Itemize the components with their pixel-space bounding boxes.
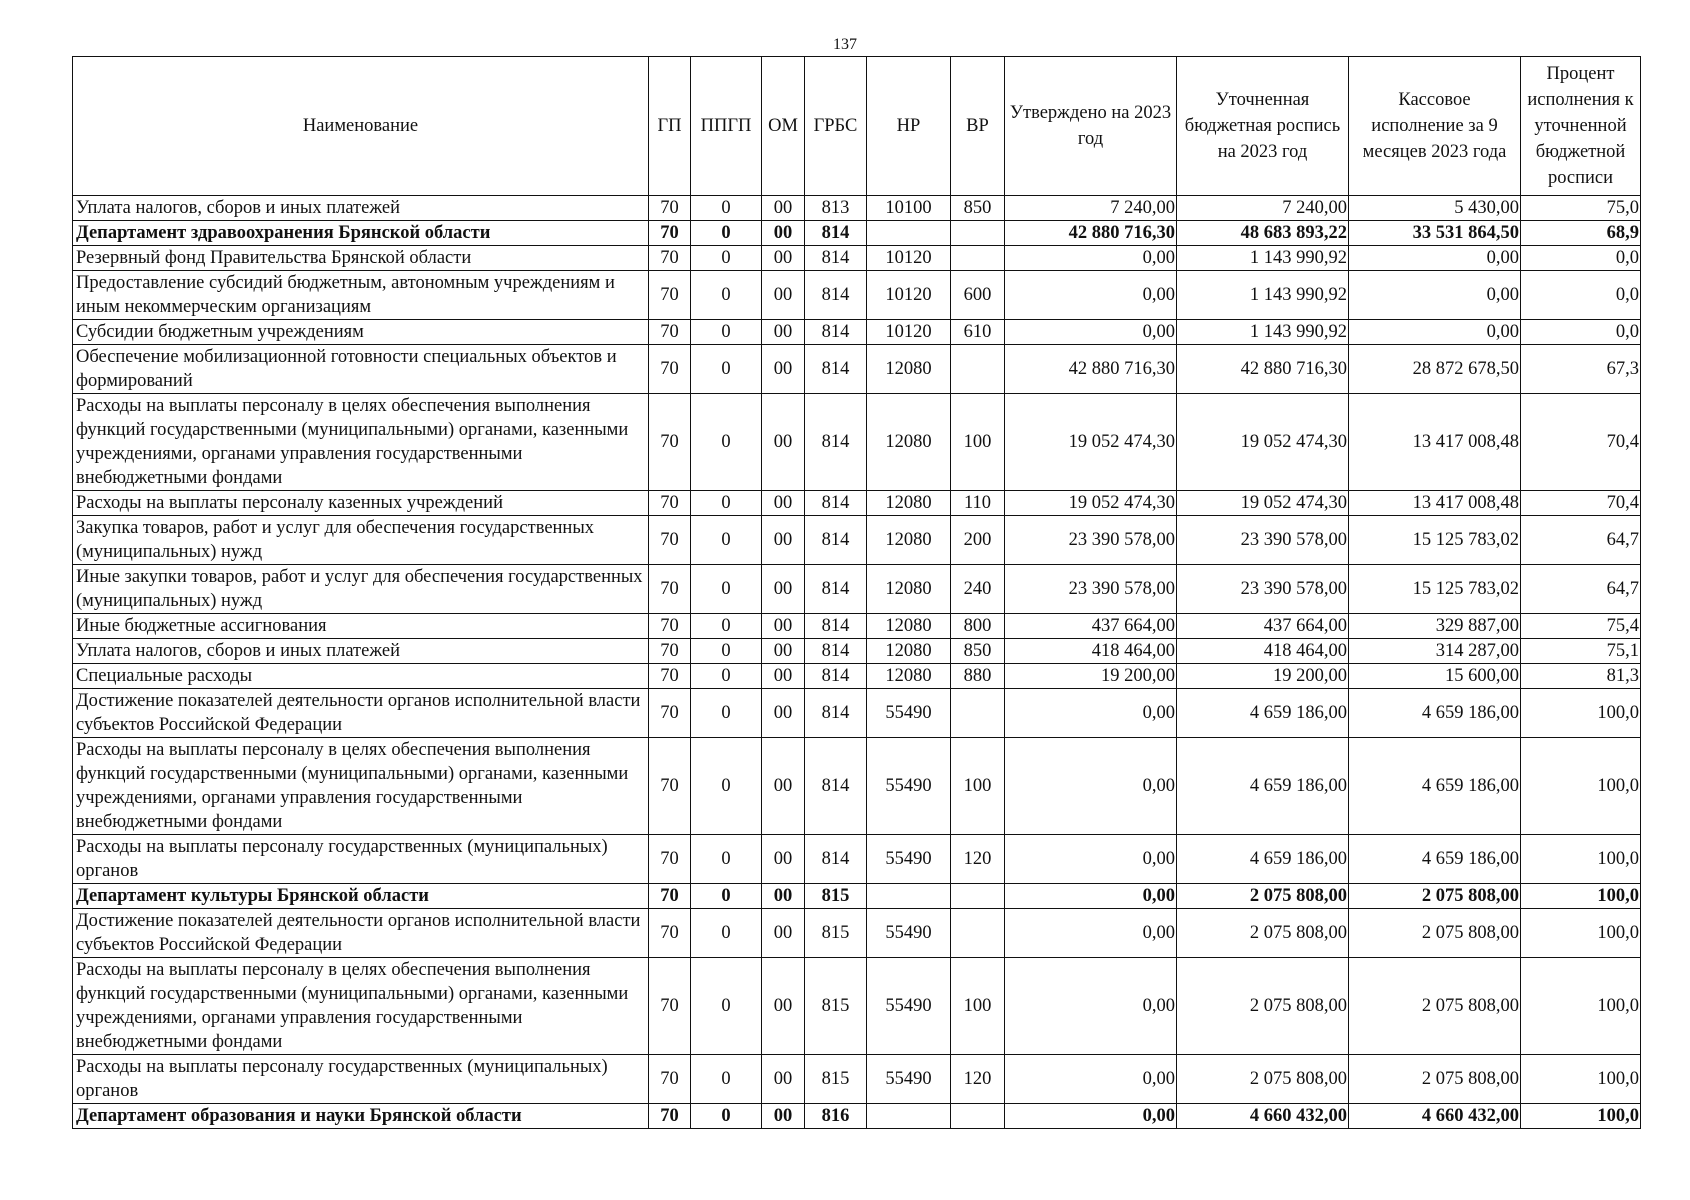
cell-nr: 12080 xyxy=(867,565,951,614)
cell-grbs: 814 xyxy=(805,664,867,689)
cell-percent: 0,0 xyxy=(1521,320,1641,345)
cell-cash: 2 075 808,00 xyxy=(1349,958,1521,1055)
cell-ppgp: 0 xyxy=(691,835,762,884)
cell-percent: 70,4 xyxy=(1521,394,1641,491)
cell-approved: 0,00 xyxy=(1005,884,1177,909)
cell-grbs: 814 xyxy=(805,345,867,394)
cell-vr xyxy=(951,246,1005,271)
cell-name: Расходы на выплаты персоналу казенных учреждений xyxy=(73,491,649,516)
cell-ppgp: 0 xyxy=(691,196,762,221)
cell-om: 00 xyxy=(762,196,805,221)
cell-percent: 100,0 xyxy=(1521,738,1641,835)
cell-approved: 19 052 474,30 xyxy=(1005,394,1177,491)
cell-gp: 70 xyxy=(649,958,691,1055)
cell-approved: 0,00 xyxy=(1005,1104,1177,1129)
cell-ppgp: 0 xyxy=(691,664,762,689)
cell-gp: 70 xyxy=(649,909,691,958)
cell-cash: 13 417 008,48 xyxy=(1349,491,1521,516)
cell-name: Предоставление субсидий бюджетным, автономным учреждениям и иным некоммерческим организациям xyxy=(73,271,649,320)
cell-percent: 75,0 xyxy=(1521,196,1641,221)
cell-cash: 2 075 808,00 xyxy=(1349,1055,1521,1104)
table-row xyxy=(73,271,1641,320)
cell-name: Достижение показателей деятельности органов исполнительной власти субъектов Российской Федерации xyxy=(73,909,649,958)
cell-revised: 48 683 893,22 xyxy=(1177,221,1349,246)
cell-cash: 329 887,00 xyxy=(1349,614,1521,639)
cell-name: Расходы на выплаты персоналу государственных (муниципальных) органов xyxy=(73,835,649,884)
cell-gp: 70 xyxy=(649,738,691,835)
cell-approved: 42 880 716,30 xyxy=(1005,345,1177,394)
cell-revised: 437 664,00 xyxy=(1177,614,1349,639)
cell-om: 00 xyxy=(762,835,805,884)
cell-nr: 55490 xyxy=(867,689,951,738)
cell-cash: 4 660 432,00 xyxy=(1349,1104,1521,1129)
cell-cash: 28 872 678,50 xyxy=(1349,345,1521,394)
budget-table xyxy=(72,56,1641,1129)
cell-ppgp: 0 xyxy=(691,1104,762,1129)
cell-om: 00 xyxy=(762,909,805,958)
cell-gp: 70 xyxy=(649,565,691,614)
cell-vr: 610 xyxy=(951,320,1005,345)
cell-approved: 0,00 xyxy=(1005,958,1177,1055)
cell-nr: 55490 xyxy=(867,835,951,884)
cell-gp: 70 xyxy=(649,689,691,738)
cell-om: 00 xyxy=(762,491,805,516)
cell-cash: 2 075 808,00 xyxy=(1349,909,1521,958)
cell-om: 00 xyxy=(762,345,805,394)
cell-nr: 55490 xyxy=(867,1055,951,1104)
header-om: ОМ xyxy=(762,57,805,196)
cell-ppgp: 0 xyxy=(691,516,762,565)
cell-om: 00 xyxy=(762,689,805,738)
cell-revised: 19 052 474,30 xyxy=(1177,491,1349,516)
header-gp: ГП xyxy=(649,57,691,196)
cell-approved: 0,00 xyxy=(1005,835,1177,884)
cell-nr xyxy=(867,884,951,909)
cell-grbs: 814 xyxy=(805,565,867,614)
cell-nr: 55490 xyxy=(867,909,951,958)
cell-name: Специальные расходы xyxy=(73,664,649,689)
cell-cash: 0,00 xyxy=(1349,246,1521,271)
cell-ppgp: 0 xyxy=(691,345,762,394)
cell-vr: 850 xyxy=(951,639,1005,664)
cell-grbs: 815 xyxy=(805,1055,867,1104)
cell-revised: 23 390 578,00 xyxy=(1177,516,1349,565)
cell-grbs: 814 xyxy=(805,246,867,271)
cell-revised: 4 660 432,00 xyxy=(1177,1104,1349,1129)
cell-revised: 1 143 990,92 xyxy=(1177,320,1349,345)
cell-percent: 68,9 xyxy=(1521,221,1641,246)
cell-gp: 70 xyxy=(649,1104,691,1129)
table-row xyxy=(73,1055,1641,1104)
cell-ppgp: 0 xyxy=(691,639,762,664)
cell-nr xyxy=(867,1104,951,1129)
cell-nr: 55490 xyxy=(867,958,951,1055)
cell-cash: 15 125 783,02 xyxy=(1349,565,1521,614)
cell-cash: 33 531 864,50 xyxy=(1349,221,1521,246)
cell-approved: 0,00 xyxy=(1005,1055,1177,1104)
cell-nr: 12080 xyxy=(867,491,951,516)
cell-grbs: 814 xyxy=(805,639,867,664)
cell-revised: 19 200,00 xyxy=(1177,664,1349,689)
cell-gp: 70 xyxy=(649,246,691,271)
cell-gp: 70 xyxy=(649,884,691,909)
cell-gp: 70 xyxy=(649,394,691,491)
cell-cash: 4 659 186,00 xyxy=(1349,835,1521,884)
cell-ppgp: 0 xyxy=(691,565,762,614)
cell-vr: 120 xyxy=(951,835,1005,884)
table-row xyxy=(73,958,1641,1055)
cell-vr xyxy=(951,884,1005,909)
cell-grbs: 815 xyxy=(805,958,867,1055)
cell-ppgp: 0 xyxy=(691,909,762,958)
cell-om: 00 xyxy=(762,884,805,909)
cell-nr: 12080 xyxy=(867,664,951,689)
cell-om: 00 xyxy=(762,320,805,345)
table-row xyxy=(73,909,1641,958)
cell-revised: 2 075 808,00 xyxy=(1177,958,1349,1055)
cell-name: Уплата налогов, сборов и иных платежей xyxy=(73,196,649,221)
cell-om: 00 xyxy=(762,664,805,689)
table-row xyxy=(73,835,1641,884)
cell-percent: 100,0 xyxy=(1521,835,1641,884)
cell-grbs: 815 xyxy=(805,884,867,909)
table-row xyxy=(73,196,1641,221)
cell-percent: 100,0 xyxy=(1521,909,1641,958)
cell-percent: 100,0 xyxy=(1521,689,1641,738)
cell-approved: 0,00 xyxy=(1005,689,1177,738)
cell-ppgp: 0 xyxy=(691,271,762,320)
cell-percent: 70,4 xyxy=(1521,491,1641,516)
cell-revised: 19 052 474,30 xyxy=(1177,394,1349,491)
cell-vr: 800 xyxy=(951,614,1005,639)
cell-om: 00 xyxy=(762,614,805,639)
cell-vr xyxy=(951,909,1005,958)
cell-gp: 70 xyxy=(649,1055,691,1104)
cell-cash: 0,00 xyxy=(1349,320,1521,345)
header-percent: Процент исполнения к уточненной бюджетной росписи xyxy=(1521,57,1641,196)
cell-grbs: 814 xyxy=(805,689,867,738)
cell-nr xyxy=(867,221,951,246)
cell-om: 00 xyxy=(762,221,805,246)
cell-approved: 437 664,00 xyxy=(1005,614,1177,639)
cell-gp: 70 xyxy=(649,221,691,246)
cell-approved: 0,00 xyxy=(1005,738,1177,835)
cell-nr: 10120 xyxy=(867,246,951,271)
cell-name: Иные закупки товаров, работ и услуг для обеспечения государственных (муниципальных) нужд xyxy=(73,565,649,614)
cell-revised: 4 659 186,00 xyxy=(1177,835,1349,884)
cell-gp: 70 xyxy=(649,196,691,221)
cell-revised: 1 143 990,92 xyxy=(1177,246,1349,271)
cell-percent: 64,7 xyxy=(1521,516,1641,565)
cell-om: 00 xyxy=(762,516,805,565)
cell-cash: 4 659 186,00 xyxy=(1349,738,1521,835)
cell-revised: 2 075 808,00 xyxy=(1177,909,1349,958)
cell-percent: 0,0 xyxy=(1521,246,1641,271)
table-row xyxy=(73,246,1641,271)
cell-ppgp: 0 xyxy=(691,614,762,639)
cell-name: Расходы на выплаты персоналу в целях обеспечения выполнения функций государственными (муниципальными) органами, казенными учреждениями, органами управления государственными внебюджетными фондами xyxy=(73,958,649,1055)
cell-nr: 10100 xyxy=(867,196,951,221)
cell-vr: 100 xyxy=(951,958,1005,1055)
cell-vr: 100 xyxy=(951,394,1005,491)
table-row xyxy=(73,320,1641,345)
cell-grbs: 814 xyxy=(805,835,867,884)
cell-vr xyxy=(951,689,1005,738)
cell-grbs: 814 xyxy=(805,271,867,320)
cell-percent: 100,0 xyxy=(1521,1055,1641,1104)
cell-vr: 110 xyxy=(951,491,1005,516)
cell-approved: 0,00 xyxy=(1005,246,1177,271)
cell-revised: 7 240,00 xyxy=(1177,196,1349,221)
cell-nr: 12080 xyxy=(867,394,951,491)
cell-vr: 600 xyxy=(951,271,1005,320)
cell-ppgp: 0 xyxy=(691,246,762,271)
cell-vr: 200 xyxy=(951,516,1005,565)
header-ppgp: ППГП xyxy=(691,57,762,196)
cell-revised: 4 659 186,00 xyxy=(1177,738,1349,835)
cell-vr: 880 xyxy=(951,664,1005,689)
cell-revised: 42 880 716,30 xyxy=(1177,345,1349,394)
table-row xyxy=(73,639,1641,664)
cell-approved: 19 052 474,30 xyxy=(1005,491,1177,516)
cell-ppgp: 0 xyxy=(691,738,762,835)
cell-ppgp: 0 xyxy=(691,958,762,1055)
cell-om: 00 xyxy=(762,271,805,320)
cell-approved: 23 390 578,00 xyxy=(1005,516,1177,565)
cell-grbs: 813 xyxy=(805,196,867,221)
cell-vr: 120 xyxy=(951,1055,1005,1104)
cell-grbs: 814 xyxy=(805,394,867,491)
cell-approved: 7 240,00 xyxy=(1005,196,1177,221)
cell-vr xyxy=(951,345,1005,394)
cell-om: 00 xyxy=(762,738,805,835)
cell-ppgp: 0 xyxy=(691,1055,762,1104)
cell-ppgp: 0 xyxy=(691,689,762,738)
table-row xyxy=(73,738,1641,835)
cell-ppgp: 0 xyxy=(691,320,762,345)
table-row xyxy=(73,345,1641,394)
cell-percent: 64,7 xyxy=(1521,565,1641,614)
cell-gp: 70 xyxy=(649,491,691,516)
cell-percent: 100,0 xyxy=(1521,884,1641,909)
cell-grbs: 814 xyxy=(805,320,867,345)
table-row-department xyxy=(73,884,1641,909)
cell-approved: 0,00 xyxy=(1005,320,1177,345)
cell-grbs: 815 xyxy=(805,909,867,958)
cell-name: Департамент здравоохранения Брянской области xyxy=(73,221,649,246)
cell-ppgp: 0 xyxy=(691,394,762,491)
table-header-row xyxy=(73,57,1641,196)
cell-cash: 314 287,00 xyxy=(1349,639,1521,664)
cell-percent: 75,1 xyxy=(1521,639,1641,664)
cell-name: Расходы на выплаты персоналу в целях обеспечения выполнения функций государственными (муниципальными) органами, казенными учреждениями, органами управления государственными внебюджетными фондами xyxy=(73,738,649,835)
cell-name: Расходы на выплаты персоналу государственных (муниципальных) органов xyxy=(73,1055,649,1104)
cell-cash: 15 600,00 xyxy=(1349,664,1521,689)
header-revised: Уточненная бюджетная роспись на 2023 год xyxy=(1177,57,1349,196)
cell-nr: 12080 xyxy=(867,516,951,565)
cell-cash: 2 075 808,00 xyxy=(1349,884,1521,909)
table-row xyxy=(73,565,1641,614)
cell-approved: 418 464,00 xyxy=(1005,639,1177,664)
cell-gp: 70 xyxy=(649,345,691,394)
cell-revised: 418 464,00 xyxy=(1177,639,1349,664)
header-approved: Утверждено на 2023 год xyxy=(1005,57,1177,196)
cell-cash: 13 417 008,48 xyxy=(1349,394,1521,491)
cell-vr: 850 xyxy=(951,196,1005,221)
header-grbs: ГРБС xyxy=(805,57,867,196)
header-nr: НР xyxy=(867,57,951,196)
cell-grbs: 816 xyxy=(805,1104,867,1129)
cell-percent: 81,3 xyxy=(1521,664,1641,689)
cell-revised: 23 390 578,00 xyxy=(1177,565,1349,614)
cell-om: 00 xyxy=(762,246,805,271)
cell-name: Уплата налогов, сборов и иных платежей xyxy=(73,639,649,664)
cell-nr: 12080 xyxy=(867,345,951,394)
cell-grbs: 814 xyxy=(805,614,867,639)
cell-nr: 10120 xyxy=(867,320,951,345)
cell-approved: 42 880 716,30 xyxy=(1005,221,1177,246)
cell-approved: 0,00 xyxy=(1005,909,1177,958)
cell-approved: 19 200,00 xyxy=(1005,664,1177,689)
cell-vr xyxy=(951,221,1005,246)
cell-ppgp: 0 xyxy=(691,221,762,246)
table-row xyxy=(73,491,1641,516)
cell-ppgp: 0 xyxy=(691,884,762,909)
cell-om: 00 xyxy=(762,1055,805,1104)
cell-nr: 12080 xyxy=(867,614,951,639)
cell-om: 00 xyxy=(762,394,805,491)
cell-grbs: 814 xyxy=(805,491,867,516)
table-row xyxy=(73,689,1641,738)
cell-name: Департамент образования и науки Брянской области xyxy=(73,1104,649,1129)
cell-grbs: 814 xyxy=(805,738,867,835)
cell-vr xyxy=(951,1104,1005,1129)
cell-revised: 2 075 808,00 xyxy=(1177,1055,1349,1104)
header-vr: ВР xyxy=(951,57,1005,196)
cell-nr: 12080 xyxy=(867,639,951,664)
cell-om: 00 xyxy=(762,639,805,664)
cell-ppgp: 0 xyxy=(691,491,762,516)
cell-gp: 70 xyxy=(649,271,691,320)
cell-name: Департамент культуры Брянской области xyxy=(73,884,649,909)
cell-om: 00 xyxy=(762,958,805,1055)
table-row xyxy=(73,614,1641,639)
cell-cash: 4 659 186,00 xyxy=(1349,689,1521,738)
cell-approved: 0,00 xyxy=(1005,271,1177,320)
cell-revised: 4 659 186,00 xyxy=(1177,689,1349,738)
cell-vr: 240 xyxy=(951,565,1005,614)
cell-percent: 75,4 xyxy=(1521,614,1641,639)
table-row xyxy=(73,394,1641,491)
cell-nr: 10120 xyxy=(867,271,951,320)
cell-om: 00 xyxy=(762,1104,805,1129)
cell-percent: 100,0 xyxy=(1521,1104,1641,1129)
cell-name: Закупка товаров, работ и услуг для обеспечения государственных (муниципальных) нужд xyxy=(73,516,649,565)
cell-gp: 70 xyxy=(649,516,691,565)
cell-cash: 15 125 783,02 xyxy=(1349,516,1521,565)
page-number: 137 xyxy=(833,36,857,53)
cell-gp: 70 xyxy=(649,835,691,884)
cell-name: Резервный фонд Правительства Брянской области xyxy=(73,246,649,271)
cell-vr: 100 xyxy=(951,738,1005,835)
cell-name: Субсидии бюджетным учреждениям xyxy=(73,320,649,345)
cell-name: Достижение показателей деятельности органов исполнительной власти субъектов Российской Федерации xyxy=(73,689,649,738)
header-cash: Кассовое исполнение за 9 месяцев 2023 года xyxy=(1349,57,1521,196)
cell-name: Иные бюджетные ассигнования xyxy=(73,614,649,639)
cell-grbs: 814 xyxy=(805,221,867,246)
cell-gp: 70 xyxy=(649,639,691,664)
table-row xyxy=(73,664,1641,689)
cell-gp: 70 xyxy=(649,614,691,639)
cell-name: Обеспечение мобилизационной готовности специальных объектов и формирований xyxy=(73,345,649,394)
table-row xyxy=(73,516,1641,565)
cell-om: 00 xyxy=(762,565,805,614)
cell-revised: 2 075 808,00 xyxy=(1177,884,1349,909)
cell-cash: 0,00 xyxy=(1349,271,1521,320)
cell-revised: 1 143 990,92 xyxy=(1177,271,1349,320)
cell-gp: 70 xyxy=(649,320,691,345)
cell-percent: 67,3 xyxy=(1521,345,1641,394)
cell-percent: 0,0 xyxy=(1521,271,1641,320)
cell-name: Расходы на выплаты персоналу в целях обеспечения выполнения функций государственными (муниципальными) органами, казенными учреждениями, органами управления государственными внебюджетными фондами xyxy=(73,394,649,491)
header-name: Наименование xyxy=(73,57,649,196)
cell-approved: 23 390 578,00 xyxy=(1005,565,1177,614)
table-row-department xyxy=(73,1104,1641,1129)
cell-percent: 100,0 xyxy=(1521,958,1641,1055)
table-row-department xyxy=(73,221,1641,246)
cell-gp: 70 xyxy=(649,664,691,689)
cell-grbs: 814 xyxy=(805,516,867,565)
cell-cash: 5 430,00 xyxy=(1349,196,1521,221)
cell-nr: 55490 xyxy=(867,738,951,835)
